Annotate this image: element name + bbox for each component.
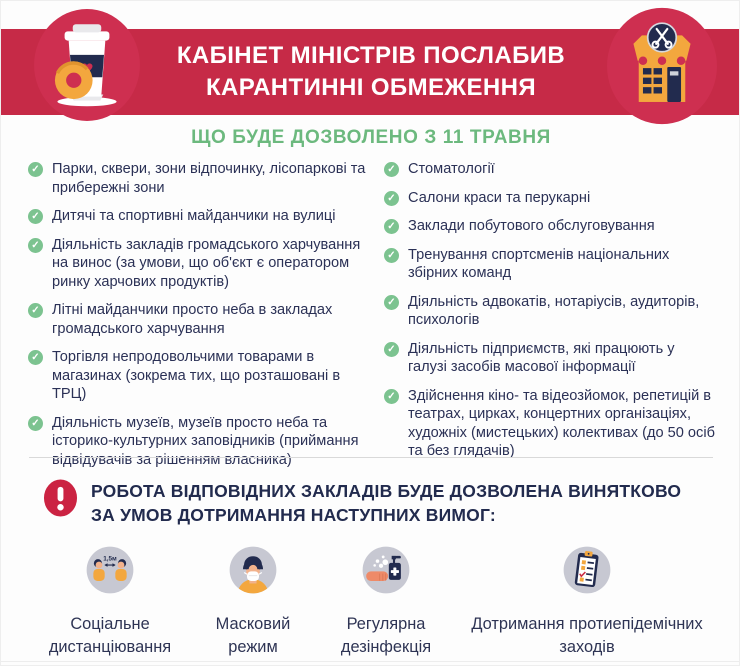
list-item: [384, 217, 716, 236]
list-item: [384, 246, 716, 283]
list-item-text: Діяльність закладів громадського харчування на винос (за умови, що об'єкт є оператором ринку харчових продуктів): [52, 236, 361, 290]
section-divider: [29, 457, 713, 458]
social-distancing-icon: [76, 536, 144, 604]
section-subtitle: ЩО БУДЕ ДОЗВОЛЕНО З 11 ТРАВНЯ: [191, 127, 551, 148]
page-title: [177, 40, 565, 104]
requirement-label: Соціальне дистанціювання: [48, 615, 172, 656]
page-title-line1: КАБІНЕТ МІНІСТРІВ ПОСЛАБИВ: [176, 42, 566, 70]
list-item: [28, 207, 370, 226]
exclamation-icon: [43, 478, 78, 518]
list-item-text: Літні майданчики просто неба в закладах громадського харчування: [52, 302, 333, 337]
list-item: [28, 160, 370, 197]
requirement-label: Дотримання протиепідемічних заходів: [471, 615, 703, 656]
mask-icon: [219, 536, 287, 604]
warning-block: [43, 478, 713, 527]
check-icon: ✓: [28, 209, 43, 224]
check-icon: ✓: [384, 219, 399, 234]
list-item: [28, 414, 370, 470]
list-item-text: Здійснення кіно- та відеозйомок, репетицій в театрах, цирках, концертних організаціях, художніх (мистецьких) колективах (до 50 осіб та без глядачів): [408, 387, 715, 460]
list-item: [384, 189, 716, 208]
requirement-mask: [193, 536, 313, 658]
list-item: [384, 340, 716, 377]
check-icon: ✓: [384, 248, 399, 263]
warning-text: [91, 478, 681, 527]
list-item: [384, 160, 716, 179]
list-item-text: Стоматології: [408, 161, 495, 177]
bottom-divider: [1, 661, 740, 662]
check-icon: ✓: [384, 162, 399, 177]
requirement-label: Регулярна дезінфекція: [340, 615, 432, 656]
requirement-label: Масковий режим: [215, 615, 291, 656]
check-icon: ✓: [384, 191, 399, 206]
check-icon: ✓: [384, 295, 399, 310]
requirement-antiepidemic: [459, 536, 715, 658]
list-item: [28, 301, 370, 338]
check-icon: ✓: [28, 162, 43, 177]
barbershop-scissors-icon: [607, 7, 717, 125]
check-icon: ✓: [28, 416, 43, 431]
list-item-text: Тренування спортсменів національних збірних команд: [408, 246, 670, 282]
check-icon: ✓: [28, 350, 43, 365]
list-item: [384, 387, 716, 461]
requirement-social-distancing: [27, 536, 193, 658]
check-icon: ✓: [28, 238, 43, 253]
list-item-text: Дитячі та спортивні майданчики на вулиці: [52, 208, 336, 225]
checklist-icon: [553, 536, 621, 604]
allowed-list-right: [384, 160, 716, 479]
requirement-disinfection: [313, 536, 459, 658]
allowed-list-left: [28, 160, 384, 479]
distance-label: 1,5м: [103, 555, 117, 563]
list-item: [384, 293, 716, 330]
list-item-text: Діяльність адвокатів, нотаріусів, аудиторів, психологів: [408, 293, 700, 329]
check-icon: ✓: [384, 389, 399, 404]
check-icon: ✓: [28, 303, 43, 318]
page-title-line2: КАРАНТИННІ ОБМЕЖЕННЯ: [206, 74, 536, 101]
disinfection-icon: [352, 536, 420, 604]
list-item-text: Діяльність підприємств, які працюють у галузі засобів масової інформації: [408, 340, 675, 376]
list-item: [28, 236, 370, 292]
list-item-text: Салони краси та перукарні: [408, 189, 591, 206]
warning-line2: ЗА УМОВ ДОТРИМАННЯ НАСТУПНИХ ВИМОГ:: [91, 505, 496, 526]
coffee-cup-donut-icon: [33, 9, 141, 121]
list-item: [28, 348, 370, 404]
allowed-lists: [28, 160, 716, 479]
list-item-text: Діяльність музеїв, музеїв просто неба та історико-культурних заповідників (приймання відвідувачів за рішенням власника): [52, 414, 359, 468]
list-item-text: Заклади побутового обслуговування: [408, 218, 655, 235]
list-item-text: Парки, сквери, зони відпочинку, лісопаркові та прибережні зони: [52, 161, 366, 196]
list-item-text: Торгівля непродовольчими товарами в магазинах (зокрема тих, що розташовані в ТРЦ): [52, 349, 341, 403]
check-icon: ✓: [384, 342, 399, 357]
requirements-row: [27, 536, 715, 658]
warning-line1: РОБОТА ВІДПОВІДНИХ ЗАКЛАДІВ БУДЕ ДОЗВОЛЕНА ВИНЯТКОВО: [91, 481, 682, 501]
